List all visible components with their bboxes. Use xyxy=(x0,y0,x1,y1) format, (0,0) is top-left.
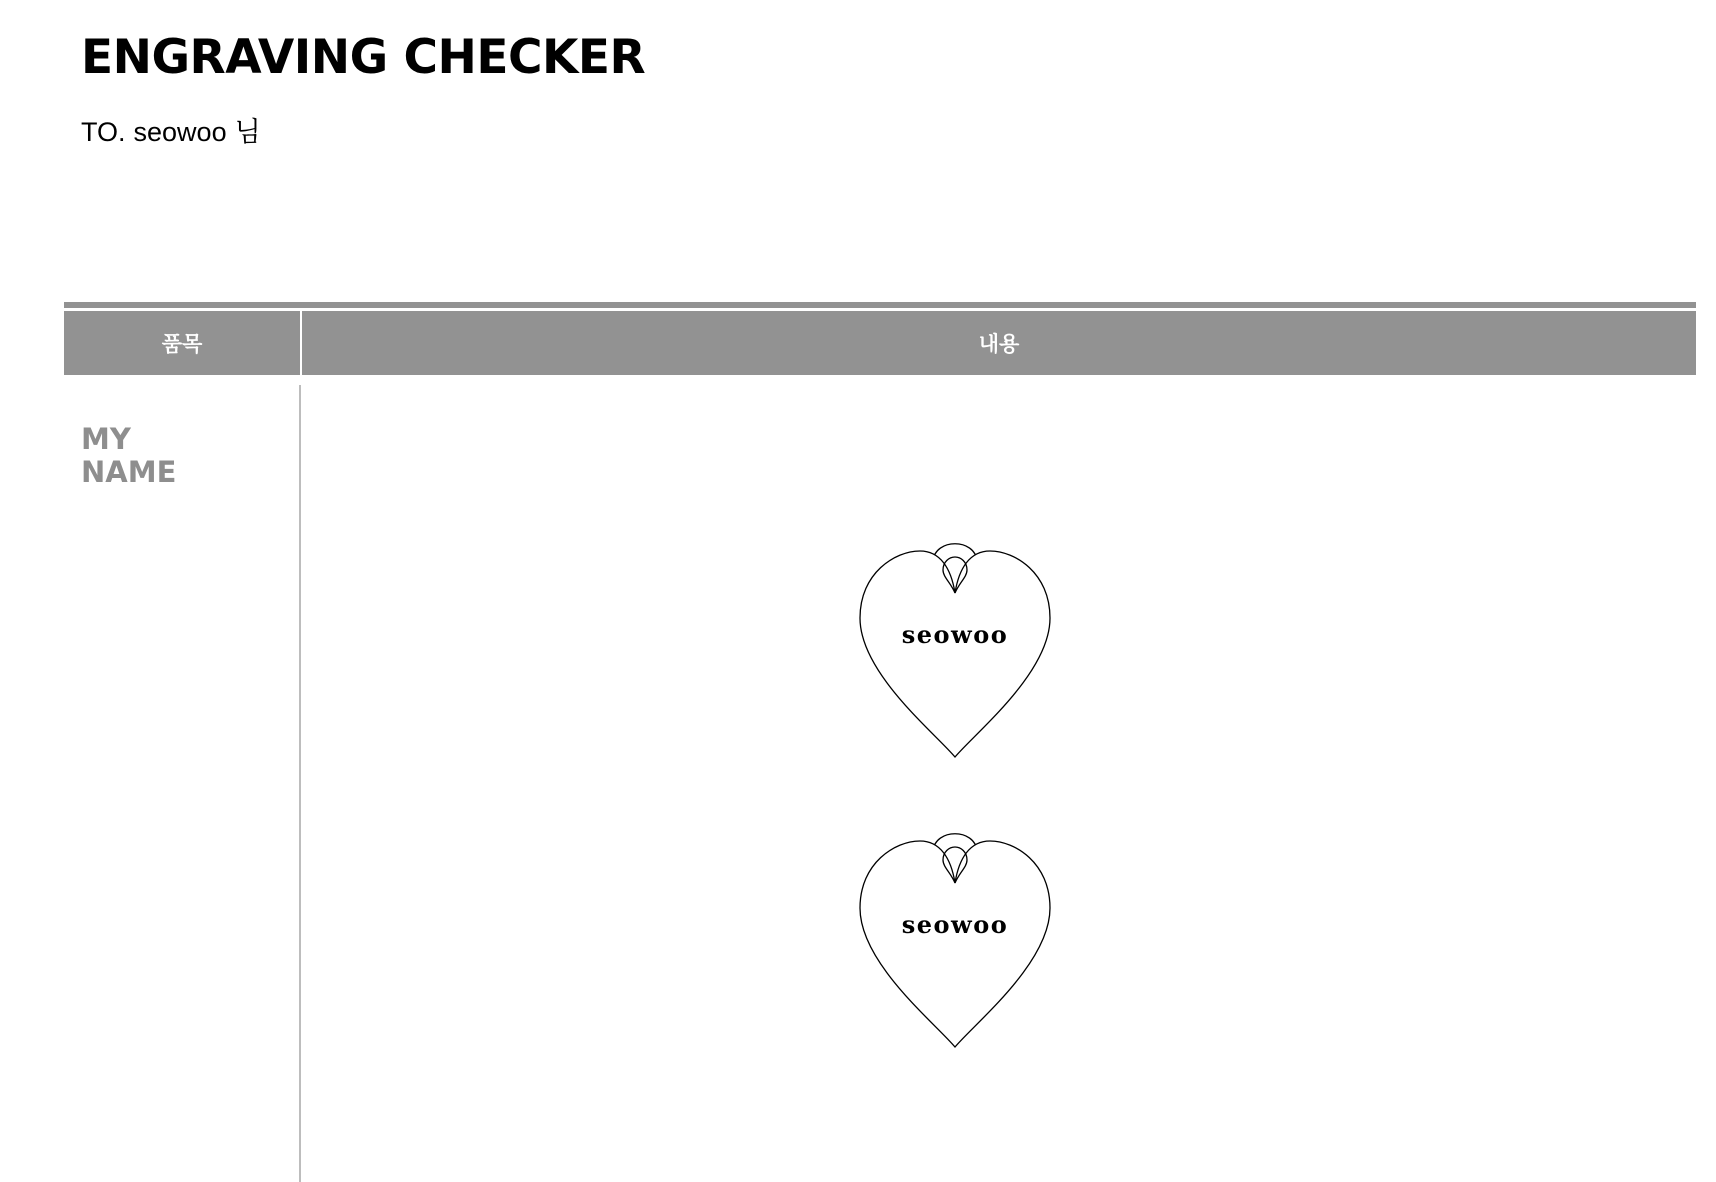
column-divider xyxy=(299,385,301,1182)
engraving-text: seowoo xyxy=(901,910,1009,939)
column-header-item: 품목 xyxy=(64,311,302,375)
table-header xyxy=(64,311,1696,375)
recipient-name: seowoo xyxy=(133,117,227,147)
heart-charm-preview xyxy=(855,833,1055,1049)
engraving-text: seowoo xyxy=(901,620,1009,649)
heart-charm-icon xyxy=(855,543,1055,759)
heart-charm-icon xyxy=(855,833,1055,1049)
column-header-content: 내용 xyxy=(978,332,1020,356)
recipient-prefix: TO. xyxy=(81,117,126,147)
page-title: ENGRAVING CHECKER xyxy=(81,30,646,85)
recipient-line xyxy=(81,116,261,148)
row-item-label: MY NAME xyxy=(81,422,177,489)
recipient-suffix: 님 xyxy=(234,117,261,147)
table-top-rule xyxy=(64,302,1696,308)
heart-charm-preview xyxy=(855,543,1055,759)
